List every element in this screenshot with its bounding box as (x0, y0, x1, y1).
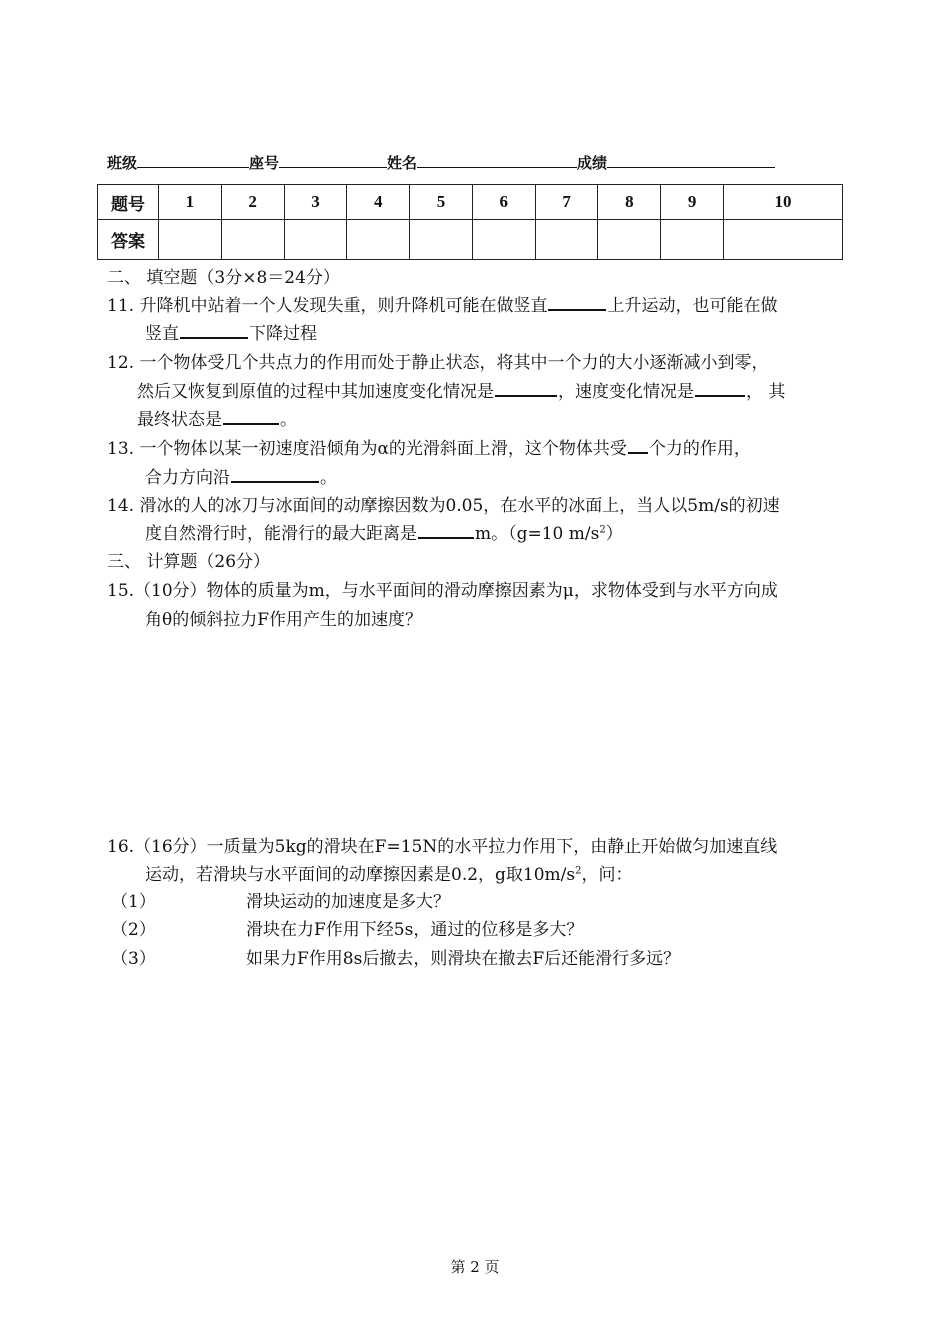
question-number: 10 (724, 185, 843, 220)
answer-cell[interactable] (410, 220, 473, 260)
q16-sub-2 (111, 915, 156, 940)
class-blank[interactable] (137, 152, 249, 168)
q16-text-b: ，问： (581, 865, 633, 885)
q12-text-a: 然后又恢复到原值的过程中其加速度变化情况是 (137, 382, 494, 402)
q12-text-b: ，速度变化情况是 (558, 382, 694, 402)
q13-line2 (145, 463, 337, 488)
question-number: 6 (472, 185, 535, 220)
q12-blank-1[interactable] (495, 381, 557, 397)
q11-blank-2[interactable] (180, 323, 248, 339)
q16-sub-3 (111, 944, 156, 969)
seat-label: 座号 (249, 154, 280, 172)
q11-text-d: 下降过程 (249, 324, 317, 344)
q11-text-c: 竖直 (145, 324, 179, 344)
question-number: 2 (221, 185, 284, 220)
score-label: 成绩 (577, 154, 608, 172)
question-number: 4 (347, 185, 410, 220)
q11-blank-1[interactable] (548, 295, 606, 311)
q14-text-c: ） (605, 524, 623, 544)
q14-line1: 14. 滑冰的人的冰刀与冰面间的动摩擦因数为0.05，在水平的冰面上，当人以5m/s的初速 (107, 496, 780, 516)
section3-title: 三、 计算题（26分） (107, 552, 271, 572)
q12-line3 (137, 405, 297, 430)
row-label-number: 题号 (98, 185, 159, 220)
q14-text-a: 度自然滑行时，能滑行的最大距离是 (145, 524, 417, 544)
answer-cell[interactable] (724, 220, 843, 260)
name-blank[interactable] (417, 152, 577, 168)
answer-cell[interactable] (535, 220, 598, 260)
answer-cell[interactable] (284, 220, 347, 260)
question-number: 7 (535, 185, 598, 220)
class-label: 班级 (107, 154, 138, 172)
answer-row (98, 220, 843, 260)
q15-line2: 角θ的倾斜拉力F作用产生的加速度？ (145, 610, 423, 630)
answer-cell[interactable] (221, 220, 284, 260)
question-number: 1 (159, 185, 222, 220)
section2-title: 二、 填空题（3分×8＝24分） (107, 268, 340, 288)
q14-text-b: m。（g=10 m/s (475, 524, 600, 544)
q13-blank-1[interactable] (628, 438, 648, 454)
sub-number: （2） (111, 920, 156, 940)
q12-line2 (137, 377, 785, 402)
answer-cell[interactable] (159, 220, 222, 260)
q16-line2 (145, 860, 633, 885)
q15-line1: 15.（10分）物体的质量为m，与水平面间的滑动摩擦因素为μ，求物体受到与水平方向成 (107, 581, 778, 601)
name-label: 姓名 (387, 154, 418, 172)
q12-text-d: 最终状态是 (137, 410, 222, 430)
q16-sub-2-text: 滑块在力F作用下经5s，通过的位移是多大？ (246, 920, 584, 940)
question-number-row (98, 185, 843, 220)
question-number: 3 (284, 185, 347, 220)
q11-text-a: 11. 升降机中站着一个人发现失重，则升降机可能在做竖直 (107, 296, 548, 316)
q11-line1 (107, 291, 777, 316)
q16-superscript: 2 (575, 865, 582, 877)
q13-text-d: 。 (320, 468, 337, 488)
answer-cell[interactable] (472, 220, 535, 260)
question-number: 8 (598, 185, 661, 220)
q13-text-b: 个力的作用， (648, 439, 751, 459)
seat-blank[interactable] (279, 152, 387, 168)
q13-text-c: 合力方向沿 (145, 468, 230, 488)
question-number: 9 (661, 185, 724, 220)
q14-line2 (145, 519, 623, 544)
q12-blank-2[interactable] (695, 381, 745, 397)
q13-line1 (107, 434, 751, 459)
sub-number: （3） (111, 949, 156, 969)
student-info-line (107, 152, 775, 173)
answer-table (97, 184, 843, 260)
q13-blank-2[interactable] (231, 467, 319, 483)
q12-blank-3[interactable] (223, 409, 279, 425)
sub-number: （1） (111, 892, 156, 912)
answer-cell[interactable] (598, 220, 661, 260)
page-number: 第 2 页 (450, 1258, 500, 1276)
q16-line1: 16.（16分）一质量为5kg的滑块在F=15N的水平拉力作用下，由静止开始做匀加速直线 (107, 837, 778, 857)
q12-text-e: 。 (280, 410, 297, 430)
answer-cell[interactable] (347, 220, 410, 260)
q13-text-a: 13. 一个物体以某一初速度沿倾角为α的光滑斜面上滑，这个物体共受 (107, 439, 627, 459)
q11-text-b: 上升运动，也可能在做 (607, 296, 778, 316)
answer-cell[interactable] (661, 220, 724, 260)
row-label-answer: 答案 (98, 220, 159, 260)
q16-text-a: 运动，若滑块与水平面间的动摩擦因素是0.2，g取10m/s (145, 865, 576, 885)
q16-sub-1-text: 滑块运动的加速度是多大？ (246, 892, 450, 912)
q16-sub-3-text: 如果力F作用8s后撤去，则滑块在撤去F后还能滑行多远？ (246, 949, 681, 969)
q12-text-c: ， 其 (746, 382, 786, 402)
q11-line2 (145, 319, 317, 344)
q14-superscript: 2 (599, 524, 606, 536)
q16-sub-1 (111, 887, 156, 912)
question-number: 5 (410, 185, 473, 220)
q12-line1: 12. 一个物体受几个共点力的作用而处于静止状态，将其中一个力的大小逐渐减小到零， (107, 353, 769, 373)
q14-blank-1[interactable] (418, 523, 474, 539)
score-blank[interactable] (607, 152, 775, 168)
